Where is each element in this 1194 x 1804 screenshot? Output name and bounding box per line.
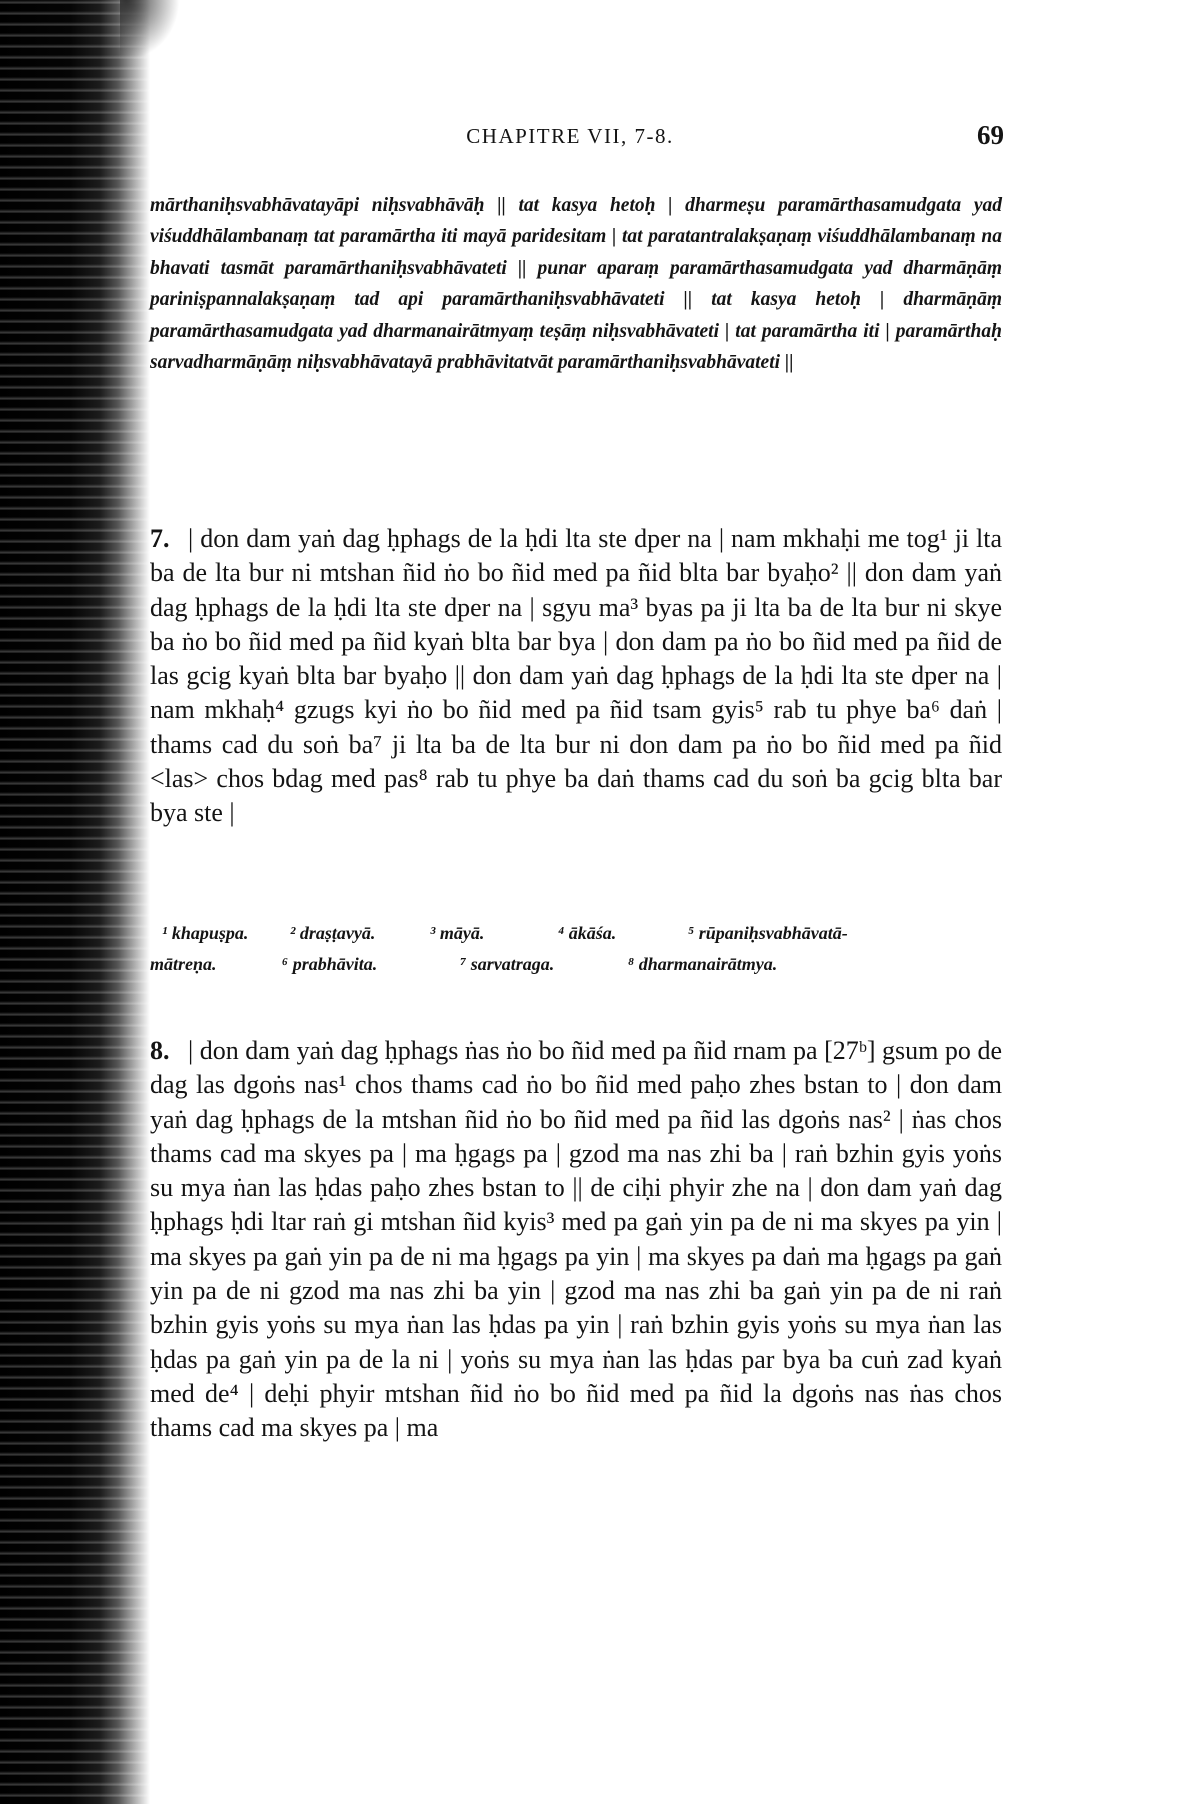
section-7-paragraph [150,522,1002,831]
section-8-paragraph [150,1034,1002,1446]
section-8 [150,1034,1002,1446]
page-header [130,118,1010,158]
running-head: CHAPITRE VII, 7-8. [466,124,674,148]
scan-shadow [120,0,180,60]
footnote-6: ⁶ prabhāvita. [282,954,378,974]
footnote-2: ² draṣṭavyā. [290,923,376,943]
section-7-number: 7. [150,524,170,553]
scanned-binding-edge [0,0,150,1804]
page-number: 69 [977,120,1004,150]
footnote-3: ³ māyā. [430,923,485,943]
footnote-7: ⁷ sarvatraga. [460,954,555,974]
footnotes [150,918,1002,980]
section-7-text: | don dam yaṅ dag ḥphags de la ḥdi lta ste dper na | nam mkhaḥi me tog¹ ji lta ba de lta bur ni mtshan ñid ṅo bo ñid med pa ñid blta bar byaḥo² || don dam yaṅ dag ḥphags de la ḥdi lta ste dper na | sgyu ma³ byas pa ji lta ba de lta bur ni skye ba ṅo bo ñid med pa ñid kyaṅ blta bar bya | don dam pa ṅo bo ñid med pa ñid de las gcig kyaṅ blta bar byaḥo || don dam yaṅ dag ḥphags de la ḥdi lta ste dper na | nam mkhaḥ⁴ gzugs kyi ṅo bo ñid med pa ñid tsam gyis⁵ rab tu phye ba⁶ daṅ | thams cad du soṅ ba⁷ ji lta ba de lta bur ni don dam pa ṅo bo ñid med pa ñid <las> chos bdag med pas⁸ rab tu phye ba daṅ thams cad du soṅ ba gcig blta bar bya ste | [150,524,1002,828]
sanskrit-passage: mārthaniḥsvabhāvatayāpi niḥsvabhāvāḥ || tat kasya hetoḥ | dharmeṣu paramārthasamudgata yad viśuddhālambanaṃ tat paramārtha iti mayā paridesitam | tat paratantralakṣaṇaṃ viśuddhālambanaṃ na bhavati tasmāt paramārthaniḥsvabhāvateti || punar aparaṃ paramārthasamudgata yad dharmāṇāṃ pariniṣpannalakṣaṇaṃ tad api paramārthaniḥsvabhāvateti || tat kasya hetoḥ | dharmāṇāṃ paramārthasamudgata yad dharmanairātmyaṃ teṣāṃ niḥsvabhāvateti | tat paramārtha iti | paramārthaḥ sarvadharmāṇāṃ niḥsvabhāvatayā prabhāvitatvāt paramārthaniḥsvabhāvateti || [150,195,1002,374]
section-8-number: 8. [150,1036,170,1065]
footnote-5: ⁵ rūpaniḥsvabhāvatā- [688,923,848,943]
footnote-row [150,918,1002,949]
footnote-5-continued: mātreṇa. [150,954,217,974]
section-8-text: | don dam yaṅ dag ḥphags ṅas ṅo bo ñid med pa ñid rnam pa [27ᵇ] gsum po de dag las dgoṅs nas¹ chos thams cad ṅo bo ñid med paḥo zhes bstan to | don dam yaṅ dag ḥphags de la mtshan ñid ṅo bo ñid med pa ñid las dgoṅs nas² | ṅas chos thams cad ma skyes pa | ma ḥgags pa | gzod ma nas zhi ba | raṅ bzhin gyis yoṅs su mya ṅan las ḥdas paḥo zhes bstan to || de ciḥi phyir zhe na | don dam yaṅ dag ḥphags ḥdi ltar raṅ gi mtshan ñid kyis³ med pa gaṅ yin pa de ni ma skyes pa yin | ma skyes pa gaṅ yin pa de ni ma ḥgags pa yin | ma skyes pa daṅ ma ḥgags pa gaṅ yin pa de ni gzod ma nas zhi ba yin | gzod ma nas zhi ba gaṅ yin pa de ni raṅ bzhin gyis yoṅs su mya ṅan las ḥdas pa yin | raṅ bzhin gyis yoṅs su mya ṅan las ḥdas pa gaṅ yin pa de la ni | yoṅs su mya ṅan las ḥdas par bya ba cuṅ zad kyaṅ med de⁴ | deḥi phyir mtshan ñid ṅo bo ñid med pa ñid la dgoṅs nas ṅas chos thams cad ma skyes pa | ma [150,1036,1002,1443]
footnote-4: ⁴ ākāśa. [558,923,617,943]
footnote-8: ⁸ dharmanairātmya. [628,954,778,974]
footnote-1: ¹ khapuṣpa. [162,923,249,943]
footnote-row [150,949,1002,980]
section-7 [150,522,1002,831]
